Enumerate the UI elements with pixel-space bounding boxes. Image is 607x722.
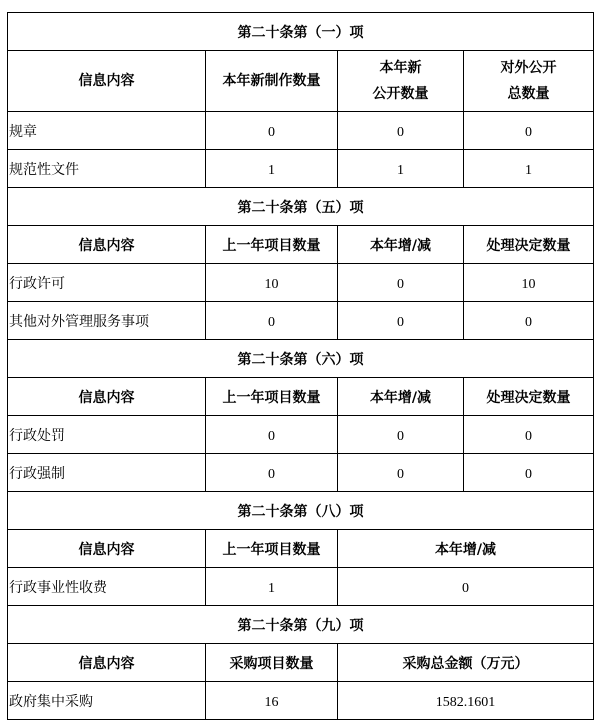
row-label: 行政许可	[8, 264, 206, 302]
header-cell: 上一年项目数量	[206, 378, 338, 416]
table-header-row	[8, 378, 594, 416]
row-label: 规范性文件	[8, 150, 206, 188]
section-title: 第二十条第（六）项	[8, 340, 594, 378]
value-cell: 1	[464, 150, 594, 188]
header-cell: 本年增/减	[338, 530, 594, 568]
value-cell: 0	[206, 454, 338, 492]
table-row	[8, 264, 594, 302]
section-title-row	[8, 606, 594, 644]
table-row	[8, 454, 594, 492]
value-cell: 1	[338, 150, 464, 188]
header-cell: 采购总金额（万元）	[338, 644, 594, 682]
section-title-row	[8, 188, 594, 226]
row-label: 政府集中采购	[8, 682, 206, 720]
value-cell: 0	[338, 302, 464, 340]
value-cell: 0	[464, 454, 594, 492]
section-title-row	[8, 13, 594, 51]
header-cell: 对外公开 总数量	[464, 51, 594, 112]
header-cell: 本年增/减	[338, 226, 464, 264]
header-cell: 本年新制作数量	[206, 51, 338, 112]
table-header-row	[8, 530, 594, 568]
row-label: 行政事业性收费	[8, 568, 206, 606]
value-cell: 0	[338, 264, 464, 302]
value-cell: 16	[206, 682, 338, 720]
value-cell: 10	[464, 264, 594, 302]
section-title: 第二十条第（一）项	[8, 13, 594, 51]
value-cell: 0	[338, 454, 464, 492]
row-label: 行政强制	[8, 454, 206, 492]
row-label: 规章	[8, 112, 206, 150]
value-cell: 0	[338, 568, 594, 606]
section-title: 第二十条第（九）项	[8, 606, 594, 644]
row-label: 行政处罚	[8, 416, 206, 454]
header-cell: 处理决定数量	[464, 378, 594, 416]
section-title: 第二十条第（八）项	[8, 492, 594, 530]
row-label: 其他对外管理服务事项	[8, 302, 206, 340]
value-cell: 0	[206, 416, 338, 454]
value-cell: 1582.1601	[338, 682, 594, 720]
table-header-row	[8, 51, 594, 112]
header-cell: 处理决定数量	[464, 226, 594, 264]
header-cell: 信息内容	[8, 378, 206, 416]
header-cell: 信息内容	[8, 530, 206, 568]
value-cell: 1	[206, 150, 338, 188]
header-cell: 信息内容	[8, 644, 206, 682]
table-row	[8, 302, 594, 340]
value-cell: 0	[464, 112, 594, 150]
table-row	[8, 568, 594, 606]
section-title: 第二十条第（五）项	[8, 188, 594, 226]
value-cell: 0	[338, 416, 464, 454]
table-row	[8, 150, 594, 188]
header-cell: 采购项目数量	[206, 644, 338, 682]
table-header-row	[8, 644, 594, 682]
value-cell: 10	[206, 264, 338, 302]
disclosure-table	[7, 12, 594, 720]
header-cell: 本年增/减	[338, 378, 464, 416]
header-cell: 本年新 公开数量	[338, 51, 464, 112]
header-cell: 信息内容	[8, 226, 206, 264]
value-cell: 0	[206, 302, 338, 340]
value-cell: 0	[464, 302, 594, 340]
table-header-row	[8, 226, 594, 264]
table-row	[8, 682, 594, 720]
value-cell: 0	[464, 416, 594, 454]
header-cell: 信息内容	[8, 51, 206, 112]
header-cell: 上一年项目数量	[206, 226, 338, 264]
value-cell: 0	[338, 112, 464, 150]
value-cell: 0	[206, 112, 338, 150]
header-cell: 上一年项目数量	[206, 530, 338, 568]
section-title-row	[8, 492, 594, 530]
section-title-row	[8, 340, 594, 378]
value-cell: 1	[206, 568, 338, 606]
table-row	[8, 416, 594, 454]
table-row	[8, 112, 594, 150]
